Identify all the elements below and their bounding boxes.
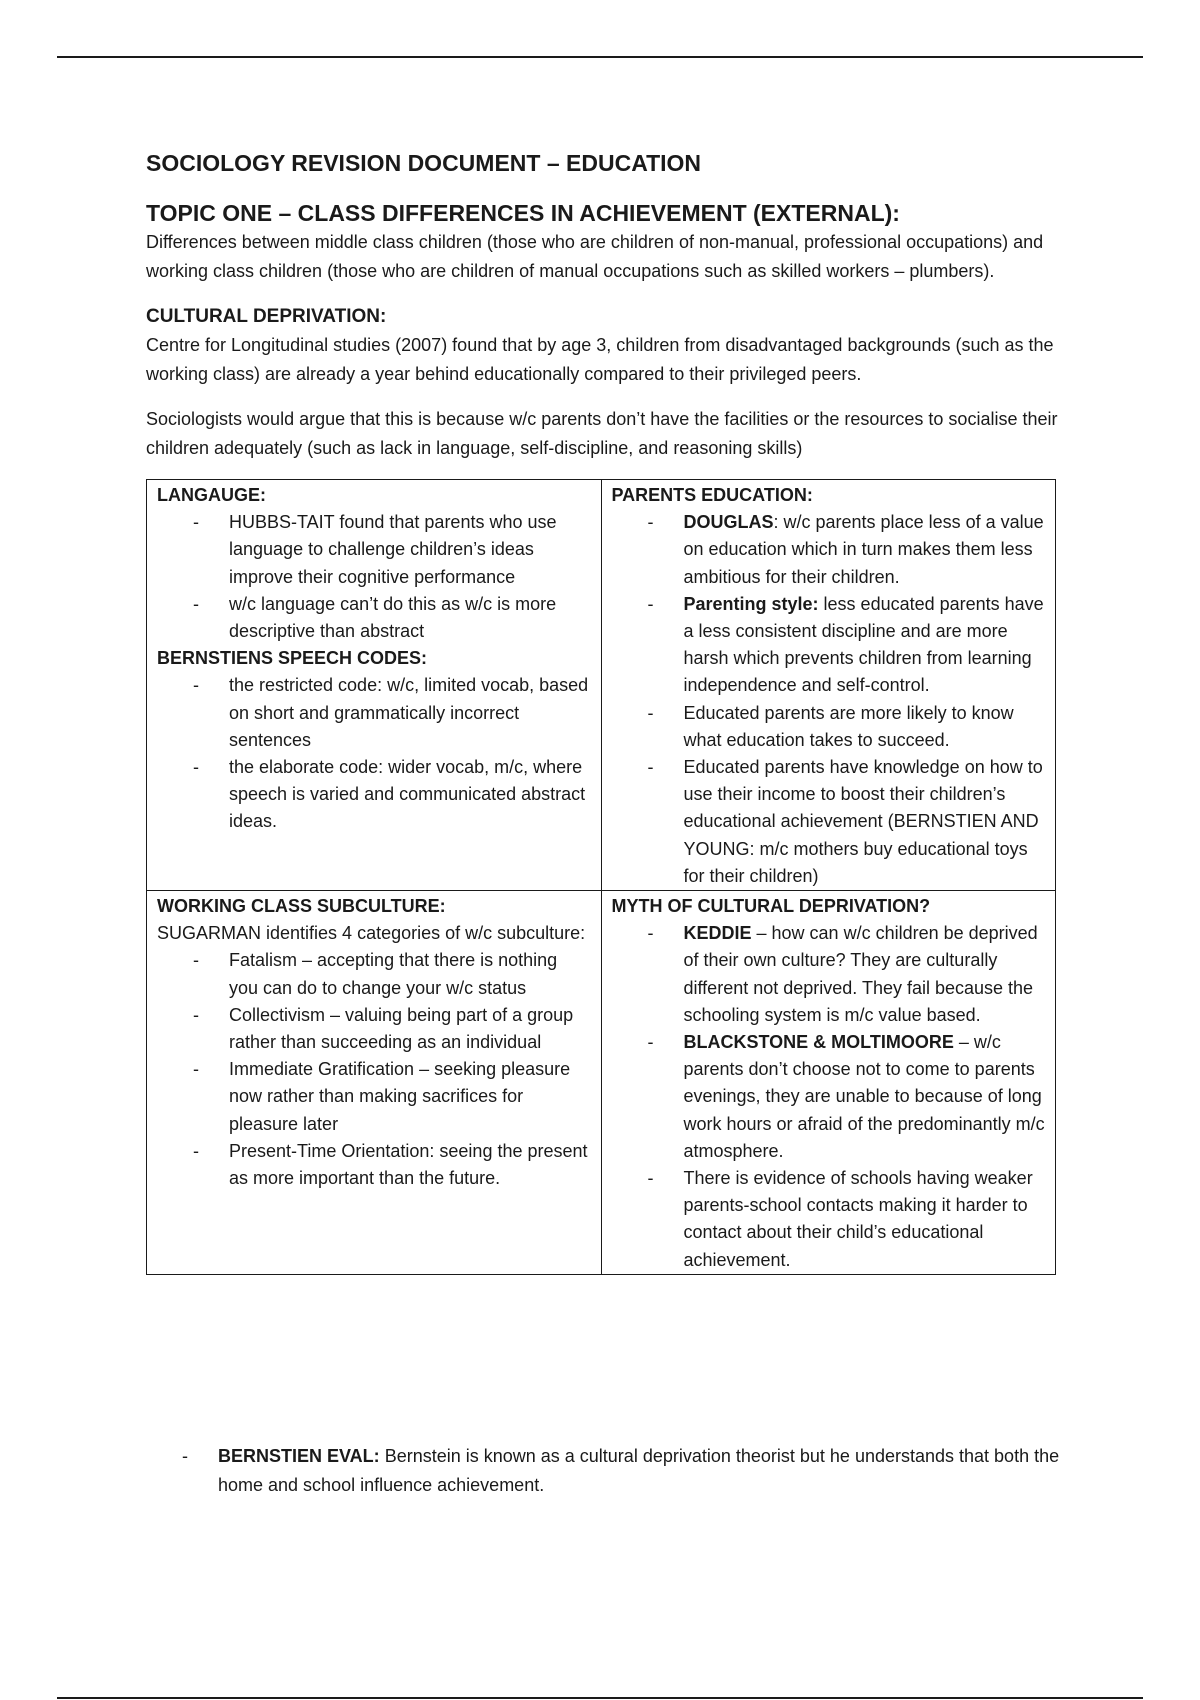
list-item-text: Fatalism – accepting that there is nothing you can do to change your w/c status (229, 950, 558, 998)
list-item (193, 509, 591, 591)
paragraph-findings: Centre for Longitudinal studies (2007) found that by age 3, children from disadvantaged backgrounds (such as the working class) are already a year behind educationally compared to their privileged peers. (146, 335, 1054, 384)
list-item (647, 920, 1046, 1029)
evaluation-section (146, 1442, 1066, 1500)
list-item-bold: DOUGLAS (683, 512, 774, 533)
evaluation-label: BERNSTIEN EVAL: (218, 1446, 380, 1466)
list-item-text: the restricted code: w/c, limited vocab, based on short and grammatically incorrect sentences (229, 675, 589, 750)
language-list (157, 509, 591, 645)
dash-bullet: - (193, 1004, 199, 1025)
working-class-cell (147, 891, 602, 1275)
section-heading: CULTURAL DEPRIVATION: (146, 306, 387, 327)
dash-bullet: - (647, 923, 654, 944)
paragraph-argument: Sociologists would argue that this is because w/c parents don’t have the facilities or the resources to socialise their children adequately (such as lack in language, self-discipline, and reasoning skills) (146, 409, 1058, 458)
language-cell (147, 480, 602, 891)
list-item (193, 947, 591, 1001)
list-item (193, 672, 591, 754)
dash-bullet: - (647, 757, 654, 778)
document-body (146, 148, 1066, 1275)
footer-rule (57, 1697, 1143, 1699)
list-item-bold: Parenting style: (683, 593, 819, 614)
dash-bullet: - (193, 757, 199, 778)
speech-codes-list (157, 672, 591, 835)
cell-title: WORKING CLASS SUBCULTURE: (157, 896, 446, 917)
list-item (193, 1138, 591, 1192)
evaluation-list (146, 1442, 1066, 1500)
list-item (647, 1165, 1046, 1274)
list-item-text: Educated parents are more likely to know what education takes to succeed. (683, 702, 1014, 750)
table-row (147, 891, 1056, 1275)
list-item (647, 754, 1046, 890)
concepts-table (146, 479, 1056, 1275)
list-item (193, 591, 591, 645)
dash-bullet: - (193, 675, 199, 696)
dash-bullet: - (647, 702, 654, 723)
list-item (647, 1029, 1046, 1165)
list-item-text: Collectivism – valuing being part of a group rather than succeeding as an individual (229, 1004, 574, 1053)
intro-paragraph: Differences between middle class children (those who are children of non-manual, professional occupations) and working class children (those who are children of manual occupations such as skilled workers – plumbers). (146, 232, 1044, 281)
myth-list (612, 920, 1046, 1274)
dash-bullet: - (647, 593, 654, 614)
list-item-text: Educated parents have knowledge on how to use their income to boost their children’s educational achievement (BERNSTIEN AND YOUNG: m/c mothers buy educational toys for their children) (683, 757, 1043, 886)
list-item (193, 1002, 591, 1056)
list-item-text: – how can w/c children be deprived of their own culture? They are culturally different not deprived. They fail because the schooling system is m/c value based. (683, 923, 1038, 1025)
list-item (647, 509, 1046, 591)
myth-cell (601, 891, 1056, 1275)
dash-bullet: - (647, 1032, 654, 1053)
cell-title: PARENTS EDUCATION: (611, 485, 813, 505)
list-item-text: There is evidence of schools having weaker parents-school contacts making it harder to contact about their child’s educational achievement. (683, 1168, 1033, 1270)
cell-subtitle: BERNSTIENS SPEECH CODES: (157, 648, 428, 669)
subculture-list (157, 947, 591, 1192)
list-item-text: Immediate Gratification – seeking pleasure now rather than making sacrifices for pleasure later (229, 1059, 571, 1134)
parents-education-cell (601, 480, 1056, 891)
list-item-text: w/c language can’t do this as w/c is more descriptive than abstract (229, 593, 557, 642)
list-item-bold: KEDDIE (683, 923, 752, 944)
topic-heading: TOPIC ONE – CLASS DIFFERENCES IN ACHIEVEMENT (EXTERNAL): (146, 200, 900, 226)
cell-title: MYTH OF CULTURAL DEPRIVATION? (611, 896, 931, 917)
list-item-text: : w/c parents place less of a value on education which in turn makes them less ambitious for their children. (683, 512, 1044, 587)
cell-intro: SUGARMAN identifies 4 categories of w/c subculture: (157, 923, 586, 944)
dash-bullet: - (647, 1168, 654, 1189)
dash-bullet: - (193, 593, 199, 614)
list-item-text: HUBBS-TAIT found that parents who use language to challenge children’s ideas improve their cognitive performance (229, 512, 557, 587)
list-item (647, 700, 1046, 754)
list-item (193, 754, 591, 836)
document-title: SOCIOLOGY REVISION DOCUMENT – EDUCATION (146, 150, 702, 176)
dash-bullet: - (647, 512, 654, 533)
table-row (147, 480, 1056, 891)
dash-bullet: - (193, 512, 199, 533)
list-item-text: the elaborate code: wider vocab, m/c, where speech is varied and communicated abstract ideas. (229, 757, 586, 832)
parents-education-list (612, 509, 1046, 890)
list-item (647, 591, 1046, 700)
dash-bullet: - (182, 1446, 188, 1466)
list-item-text: less educated parents have a less consistent discipline and are more harsh which prevents children from learning independence and self-control. (683, 593, 1044, 696)
evaluation-text: Bernstein is known as a cultural deprivation theorist but he understands that both the home and school influence achievement. (218, 1446, 1060, 1495)
list-item-bold: BLACKSTONE & MOLTIMOORE (683, 1032, 954, 1053)
dash-bullet: - (193, 1140, 199, 1161)
cell-title: LANGAUGE: (157, 485, 266, 505)
list-item (182, 1442, 1066, 1500)
dash-bullet: - (193, 950, 199, 971)
list-item-text: Present-Time Orientation: seeing the present as more important than the future. (229, 1140, 588, 1189)
list-item-text: – w/c parents don’t choose not to come to parents evenings, they are unable to because of long work hours or afraid of the predominantly m/c atmosphere. (683, 1032, 1045, 1161)
list-item (193, 1056, 591, 1138)
header-rule (57, 56, 1143, 58)
dash-bullet: - (193, 1059, 199, 1080)
